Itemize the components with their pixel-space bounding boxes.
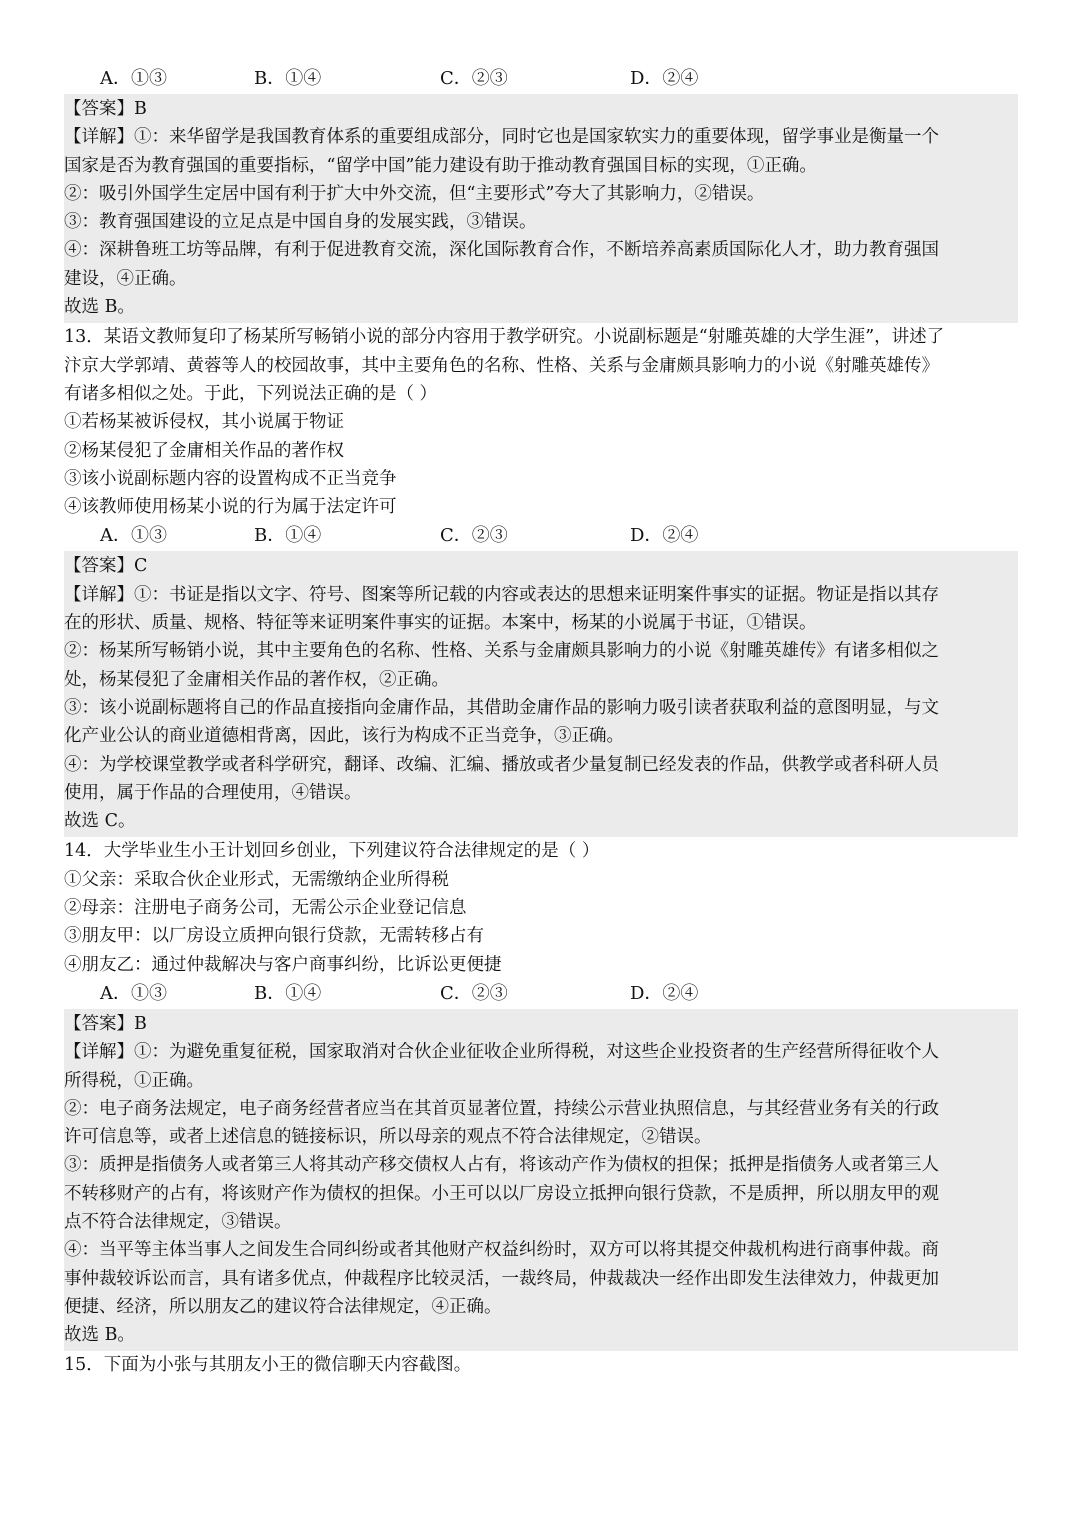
question-stem: 汴京大学郭靖、黄蓉等人的校园故事，其中主要角色的名称、性格、关系与金庸颇具影响力的小说《射雕英雄传》 (64, 355, 939, 376)
explanation-line: 在的形状、质量、规格、特征等来证明案件事实的证据。本案中，杨某的小说属于书证，①错误。 (64, 613, 817, 634)
answer-block-13 (64, 551, 1018, 837)
explanation-line: ②：吸引外国学生定居中国有利于扩大中外交流，但“主要形式”夸大了其影响力，②错误。 (64, 183, 765, 204)
explanation-line: ④：当平等主体当事人之间发生合同纠纷或者其他财产权益纠纷时，双方可以将其提交仲裁机构进行商事仲裁。商 (64, 1240, 939, 1261)
conclusion-line: 故选 B。 (64, 1325, 135, 1346)
question-stem: 13．某语文教师复印了杨某所写畅销小说的部分内容用于教学研究。小说副标题是“射雕英雄的大学生涯”，讲述了 (64, 327, 945, 348)
option-a: A．①③ (100, 982, 167, 1004)
question-14 (64, 837, 1018, 1008)
option-a: A．①③ (100, 525, 167, 547)
statement-item: ②母亲：注册电子商务公司，无需公示企业登记信息 (64, 898, 467, 919)
explanation-line: 建设，④正确。 (64, 268, 187, 289)
question-13 (64, 323, 1018, 551)
statement-item: ①若杨某被诉侵权，其小说属于物证 (64, 412, 344, 433)
explanation-line: ④：为学校课堂教学或者科学研究，翻译、改编、汇编、播放或者少量复制已经发表的作品，供教学或者科研人员 (64, 754, 939, 775)
explanation-line: ②：电子商务法规定，电子商务经营者应当在其首页显著位置，持续公示营业执照信息，与其经营业务有关的行政 (64, 1098, 939, 1119)
explanation-line: 【详解】①：为避免重复征税，国家取消对合伙企业征收企业所得税，对这些企业投资者的生产经营所得征收个人 (64, 1042, 939, 1063)
explanation-line: ④：深耕鲁班工坊等品牌，有利于促进教育交流，深化国际教育合作，不断培养高素质国际化人才，助力教育强国 (64, 240, 939, 261)
answer-label: 【答案】B (64, 1013, 147, 1034)
explanation-line: ③：该小说副标题将自己的作品直接指向金庸作品，其借助金庸作品的影响力吸引读者获取利益的意图明显，与文 (64, 697, 939, 718)
explanation-line: 不转移财产的占有，将该财产作为债权的担保。小王可以以厂房设立抵押向银行贷款，不是质押，所以朋友甲的观 (64, 1183, 939, 1204)
option-b: B．①④ (254, 68, 322, 89)
answer-block-14 (64, 1009, 1018, 1352)
statement-item: ①父亲：采取合伙企业形式，无需缴纳企业所得税 (64, 869, 449, 890)
statement-item: ③该小说副标题内容的设置构成不正当竞争 (64, 468, 397, 489)
option-d: D．②④ (630, 982, 699, 1004)
answer-block-12 (64, 94, 1018, 323)
option-b: B．①④ (254, 525, 322, 547)
question-14-options (64, 979, 1018, 1009)
option-c: C．②③ (440, 525, 508, 547)
statement-item: ③朋友甲：以厂房设立质押向银行贷款，无需转移占有 (64, 926, 484, 947)
conclusion-line: 故选 C。 (64, 811, 136, 832)
explanation-line: ②：杨某所写畅销小说，其中主要角色的名称、性格、关系与金庸颇具影响力的小说《射雕英雄传》有诸多相似之 (64, 641, 939, 662)
explanation-line: 处，杨某侵犯了金庸相关作品的著作权，②正确。 (64, 669, 449, 690)
question-stem: 有诸多相似之处。于此，下列说法正确的是（ ） (64, 383, 438, 404)
conclusion-line: 故选 B。 (64, 297, 135, 318)
explanation-line: 【详解】①：来华留学是我国教育体系的重要组成部分，同时它也是国家软实力的重要体现，留学事业是衡量一个 (64, 127, 939, 148)
explanation-line: 便捷、经济，所以朋友乙的建议符合法律规定，④正确。 (64, 1296, 502, 1317)
explanation-line: 事仲裁较诉讼而言，具有诸多优点，仲裁程序比较灵活，一裁终局，仲裁裁决一经作出即发生法律效力，仲裁更加 (64, 1268, 939, 1289)
explanation-line: 所得税，①正确。 (64, 1070, 204, 1091)
explanation-line: 许可信息等，或者上述信息的链接标识，所以母亲的观点不符合法律规定，②错误。 (64, 1127, 712, 1148)
option-d: D．②④ (630, 525, 699, 547)
option-c: C．②③ (440, 982, 508, 1004)
explanation-line: 【详解】①：书证是指以文字、符号、图案等所记载的内容或表达的思想来证明案件事实的证据。物证是指以其存 (64, 584, 939, 605)
explanation-line: 使用，属于作品的合理使用，④错误。 (64, 782, 362, 803)
explanation-line: ③：质押是指债务人或者第三人将其动产移交债权人占有，将该动产作为债权的担保；抵押是指债务人或者第三人 (64, 1155, 939, 1176)
explanation-line: 国家是否为教育强国的重要指标，“留学中国”能力建设有助于推动教育强国目标的实现，①正确。 (64, 155, 817, 176)
document-content (64, 64, 1018, 1380)
statement-item: ②杨某侵犯了金庸相关作品的著作权 (64, 440, 344, 461)
option-a: A．①③ (100, 68, 167, 89)
answer-label: 【答案】B (64, 99, 147, 119)
explanation-line: 化产业公认的商业道德相背离，因此，该行为构成不正当竞争，③正确。 (64, 726, 624, 747)
question-stem: 14．大学毕业生小王计划回乡创业，下列建议符合法律规定的是（ ） (64, 841, 600, 862)
question-15-stem: 15．下面为小张与其朋友小王的微信聊天内容截图。 (64, 1355, 472, 1376)
question-12-options (64, 64, 1018, 94)
statement-item: ④该教师使用杨某小说的行为属于法定许可 (64, 497, 397, 518)
option-b: B．①④ (254, 982, 322, 1004)
option-d: D．②④ (630, 68, 699, 89)
explanation-line: ③：教育强国建设的立足点是中国自身的发展实践，③错误。 (64, 212, 537, 233)
answer-label: 【答案】C (64, 556, 148, 577)
explanation-line: 点不符合法律规定，③错误。 (64, 1211, 292, 1232)
question-13-options (64, 521, 1018, 551)
option-c: C．②③ (440, 68, 508, 89)
statement-item: ④朋友乙：通过仲裁解决与客户商事纠纷，比诉讼更便捷 (64, 954, 502, 975)
